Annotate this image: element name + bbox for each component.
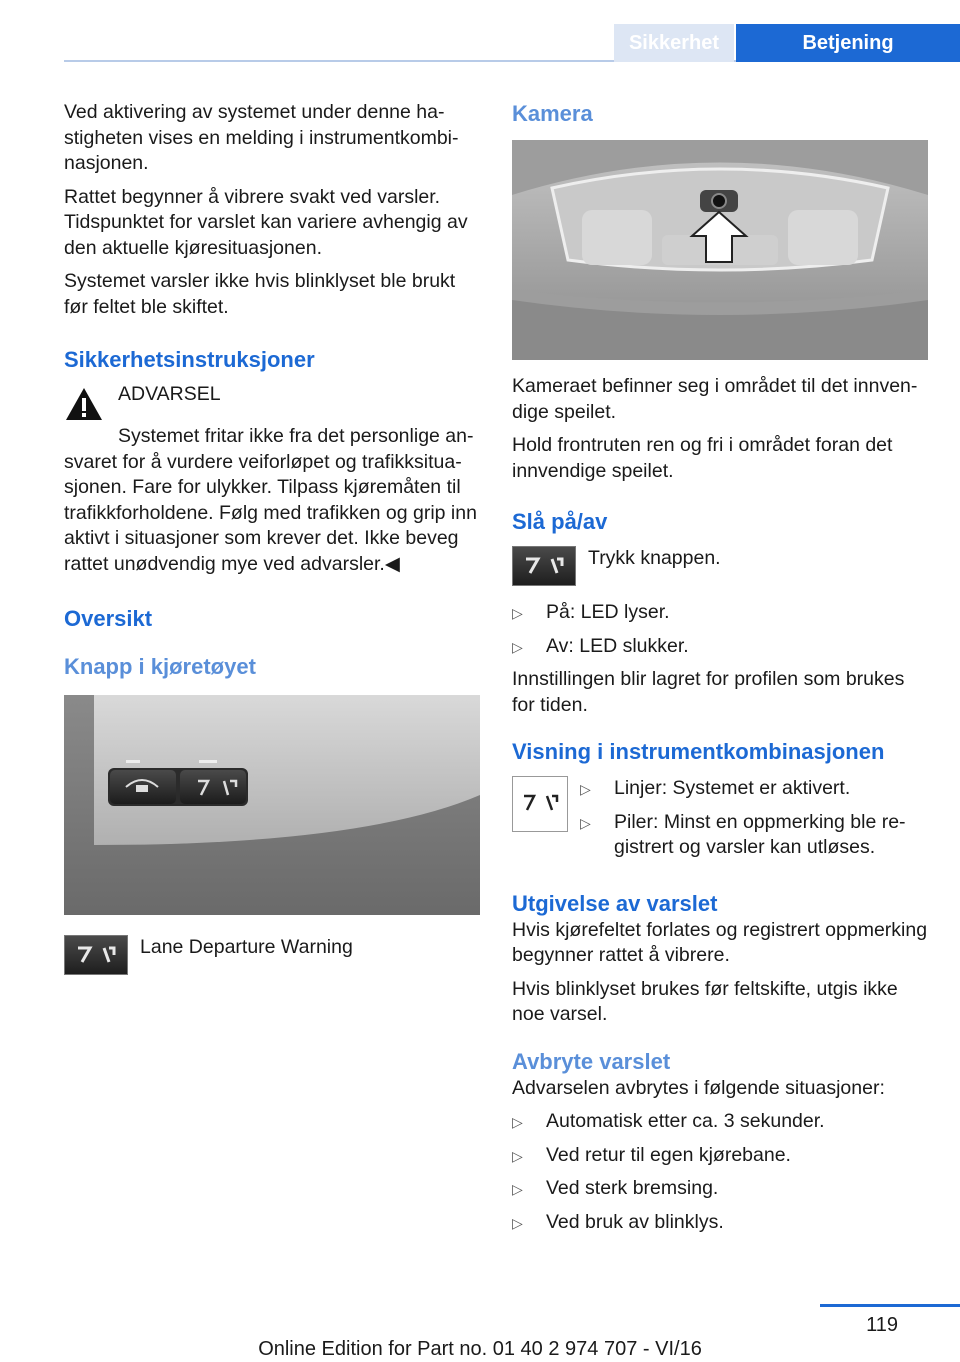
heading-button: Knapp i kjøretøyet xyxy=(64,654,256,679)
triangle-bullet-icon: ▷ xyxy=(512,1114,523,1130)
heading-cancel: Avbryte varslet xyxy=(512,1048,671,1074)
paragraph: Hvis blinklyset brukes før feltskifte, utgis ikke noe varsel. xyxy=(512,977,898,1025)
right-column xyxy=(512,100,930,1243)
triangle-bullet-icon: ▷ xyxy=(512,638,523,655)
cancel-list xyxy=(512,1109,930,1236)
list-item: ▷ Ved retur til egen kjørebane. xyxy=(512,1143,930,1170)
triangle-bullet-icon: ▷ xyxy=(512,1181,523,1197)
display-block xyxy=(512,776,930,868)
lane-caption-row xyxy=(64,935,482,975)
paragraph: Innstillingen blir lagret for profilen som brukes for tiden. xyxy=(512,668,905,716)
paragraph: Systemet varsler ikke hvis blinklyset ble brukt før feltet ble skiftet. xyxy=(64,270,456,318)
footer-edition: Online Edition for Part no. 01 40 2 974 707 - VI/16 xyxy=(258,1338,702,1360)
list-item: ▷ Ved bruk av blinklys. xyxy=(512,1210,930,1237)
paragraph: Ved aktivering av systemet under denne hastigheten vises en melding i instrumentkombinasjonen. xyxy=(64,101,459,174)
button-photo xyxy=(64,695,480,915)
list-item: ▷ Piler: Minst en oppmerking ble registrert og varsler kan utløses. xyxy=(580,810,930,861)
heading-display: Visning i instrumentkombinasjonen xyxy=(512,739,885,764)
list-item: ▷ Av: LED slukker. xyxy=(512,634,930,661)
press-row xyxy=(512,546,930,586)
lane-caption: Lane Departure Warning xyxy=(140,936,353,958)
warning-block xyxy=(64,382,482,422)
warning-triangle-icon xyxy=(64,386,104,422)
list-item: ▷ På: LED lyser. xyxy=(512,600,930,627)
tab-sikkerhet[interactable]: Sikkerhet xyxy=(614,24,734,62)
onoff-list xyxy=(512,600,930,660)
heading-trigger: Utgivelse av varslet xyxy=(512,890,718,916)
list-item: ▷ Ved sterk bremsing. xyxy=(512,1176,930,1203)
press-text: Trykk knappen. xyxy=(588,547,721,569)
triangle-bullet-icon: ▷ xyxy=(580,781,591,797)
warning-text: Systemet fritar ikke fra det personlige ansvaret for å vurdere veiforløpet og trafikksituasjonen. Fare for ulykker. Tilpass kjøremåten til trafikkforholdene. Følg med trafikken og grip inn aktivt i situasjoner som krever det. Ikke beveg rattet unødvendig mye ved advarsler.◀ xyxy=(64,425,477,575)
footer-rule xyxy=(820,1304,960,1307)
warning-label: ADVARSEL xyxy=(118,383,221,405)
paragraph: Advarselen avbrytes i følgende situasjoner: xyxy=(512,1076,885,1099)
heading-onoff: Slå på/av xyxy=(512,509,608,534)
lane-departure-icon xyxy=(64,935,128,975)
triangle-bullet-icon: ▷ xyxy=(512,1147,523,1164)
camera-photo xyxy=(512,140,928,360)
list-item: ▷ Linjer: Systemet er aktivert. xyxy=(580,776,930,803)
lane-lines-icon xyxy=(512,776,568,832)
paragraph: Rattet begynner å vibrere svakt ved varsler. Tidspunktet for varslet kan variere avhengig av den aktuelle kjøresituasjonen. xyxy=(64,185,468,259)
tab-betjening[interactable]: Betjening xyxy=(736,24,960,62)
triangle-bullet-icon: ▷ xyxy=(580,814,591,831)
lane-departure-icon xyxy=(512,546,576,586)
list-item: ▷ Automatisk etter ca. 3 sekunder. xyxy=(512,1109,930,1136)
heading-safety: Sikkerhetsinstruksjoner xyxy=(64,347,315,372)
display-list xyxy=(580,776,930,868)
heading-camera: Kamera xyxy=(512,101,593,126)
heading-overview: Oversikt xyxy=(64,606,153,631)
left-column xyxy=(64,100,482,975)
paragraph: Hvis kjørefeltet forlates og registrert oppmerking begynner rattet å vibrere. xyxy=(512,918,928,966)
paragraph: Hold frontruten ren og fri i området foran det innvendige speilet. xyxy=(512,434,893,482)
paragraph: Kameraet befinner seg i området til det innvendige speilet. xyxy=(512,375,918,423)
page-number: 119 xyxy=(866,1314,898,1336)
triangle-bullet-icon: ▷ xyxy=(512,1214,523,1231)
triangle-bullet-icon: ▷ xyxy=(512,605,523,621)
